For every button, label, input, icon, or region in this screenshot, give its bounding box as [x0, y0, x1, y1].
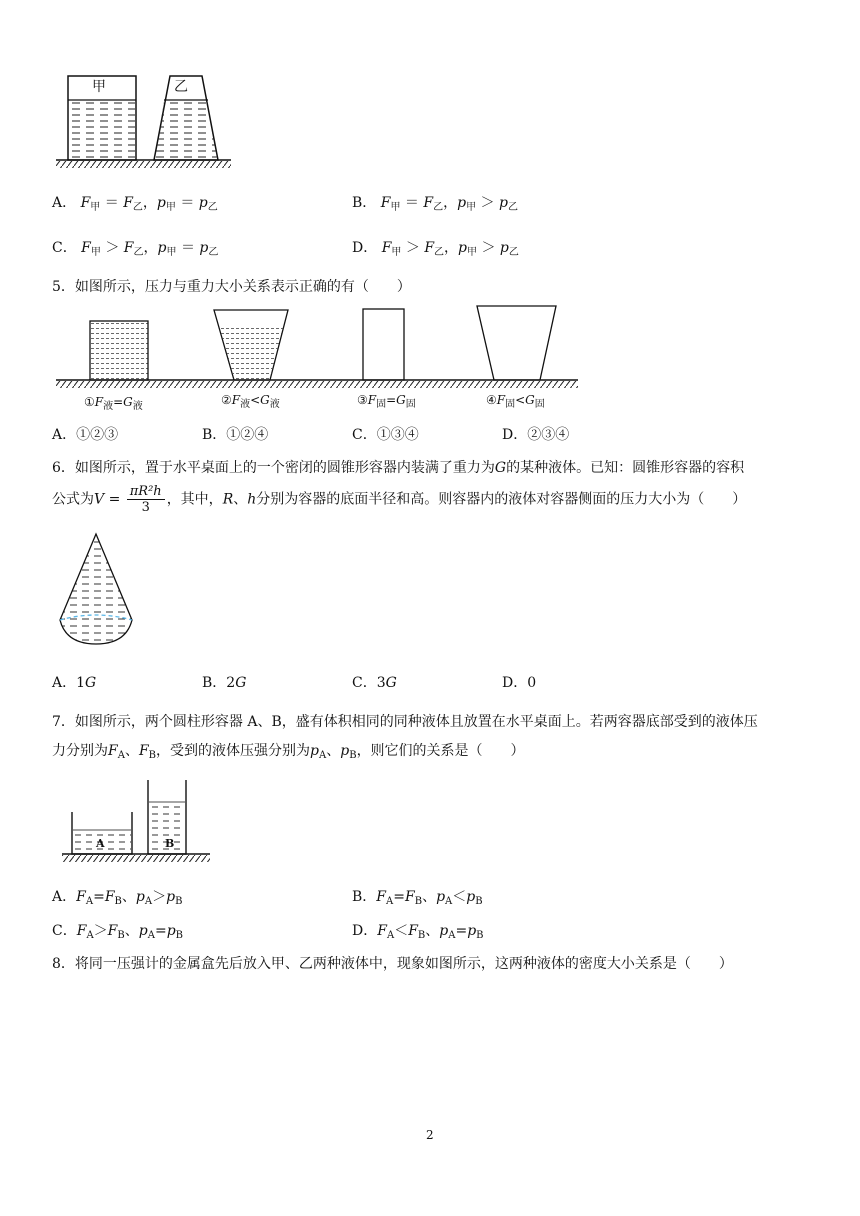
q5-option-d[interactable]: D．②③④: [502, 427, 570, 443]
q5-figure: [56, 306, 581, 391]
q4-option-a[interactable]: A． $F_甲 = F_乙$，$p_甲 = p_乙$: [52, 195, 218, 213]
q7-figure: [62, 776, 212, 866]
q5-caption-1: $①F_液=G_液$: [84, 395, 143, 412]
q6-option-b[interactable]: B．2G: [202, 675, 247, 691]
q7-option-b[interactable]: B．$F_A=F_B$、$p_A<p_B$: [352, 889, 483, 907]
q4-label-yi: 乙: [174, 79, 188, 95]
q5-caption-3: $③F_固=G_固$: [357, 393, 416, 410]
q5-caption-2: $②F_液<G_液$: [221, 393, 280, 410]
q6-stem-line1: 6．如图所示，置于水平桌面上的一个密闭的圆锥形容器内装满了重力为G的某种液体。已知：圆锥形容器的容积: [52, 460, 745, 476]
q4-label-jia: 甲: [92, 79, 106, 95]
q5-option-b[interactable]: B．①②④: [202, 427, 269, 443]
page-number: 2: [426, 1128, 434, 1142]
q7-label-a: A: [96, 837, 105, 850]
q7-option-d[interactable]: D．$F_A<F_B$、$p_A=p_B$: [352, 923, 484, 941]
q6-volume-fraction: $\frac{\text{πR²h}}{3}$: [127, 484, 165, 515]
q7-option-c[interactable]: C．$F_A>F_B$、$p_A=p_B$: [52, 923, 184, 941]
q4-option-b[interactable]: B． $F_甲 = F_乙$，$p_甲 > p_乙$: [352, 195, 518, 213]
q6-option-d[interactable]: D．0: [502, 675, 537, 691]
q8-stem: 8．将同一压强计的金属盒先后放入甲、乙两种液体中，现象如图所示，这两种液体的密度大小关系是（ ）: [52, 956, 733, 972]
q5-stem: 5．如图所示，压力与重力大小关系表示正确的有（ ）: [52, 279, 411, 295]
q5-caption-4: $④F_固<G_固$: [486, 393, 545, 410]
q4-figure: [56, 70, 236, 170]
q7-stem-line2: 力分别为$F_A$、$F_B$，受到的液体压强分别为$p_A$、$p_B$，则它们的关系是（ ）: [52, 743, 525, 761]
q7-option-a[interactable]: A．$F_A=F_B$、$p_A>p_B$: [52, 889, 183, 907]
q4-option-c[interactable]: C． $F_甲 > F_乙$，$p_甲 = p_乙$: [52, 240, 219, 258]
q5-option-c[interactable]: C．①③④: [352, 427, 419, 443]
q5-option-a[interactable]: A．①②③: [52, 427, 119, 443]
q6-option-c[interactable]: C．3G: [352, 675, 397, 691]
q7-stem-line1: 7．如图所示，两个圆柱形容器 A、B，盛有体积相同的同种液体且放置在水平桌面上。若两容器底部受到的液体压: [52, 714, 758, 730]
q4-option-d[interactable]: D． $F_甲 > F_乙$，$p_甲 > p_乙$: [352, 240, 519, 258]
q6-option-a[interactable]: A．1G: [52, 675, 97, 691]
q6-stem-line2: 公式为V = $\frac{\text{πR²h}}{3}$ ，其中，R、h分别为容器的底面半径和高。则容器内的液体对容器侧面的压力大小为（ ）: [52, 484, 747, 515]
q6-cone-figure: [56, 532, 136, 652]
q7-label-b: B: [165, 837, 175, 850]
